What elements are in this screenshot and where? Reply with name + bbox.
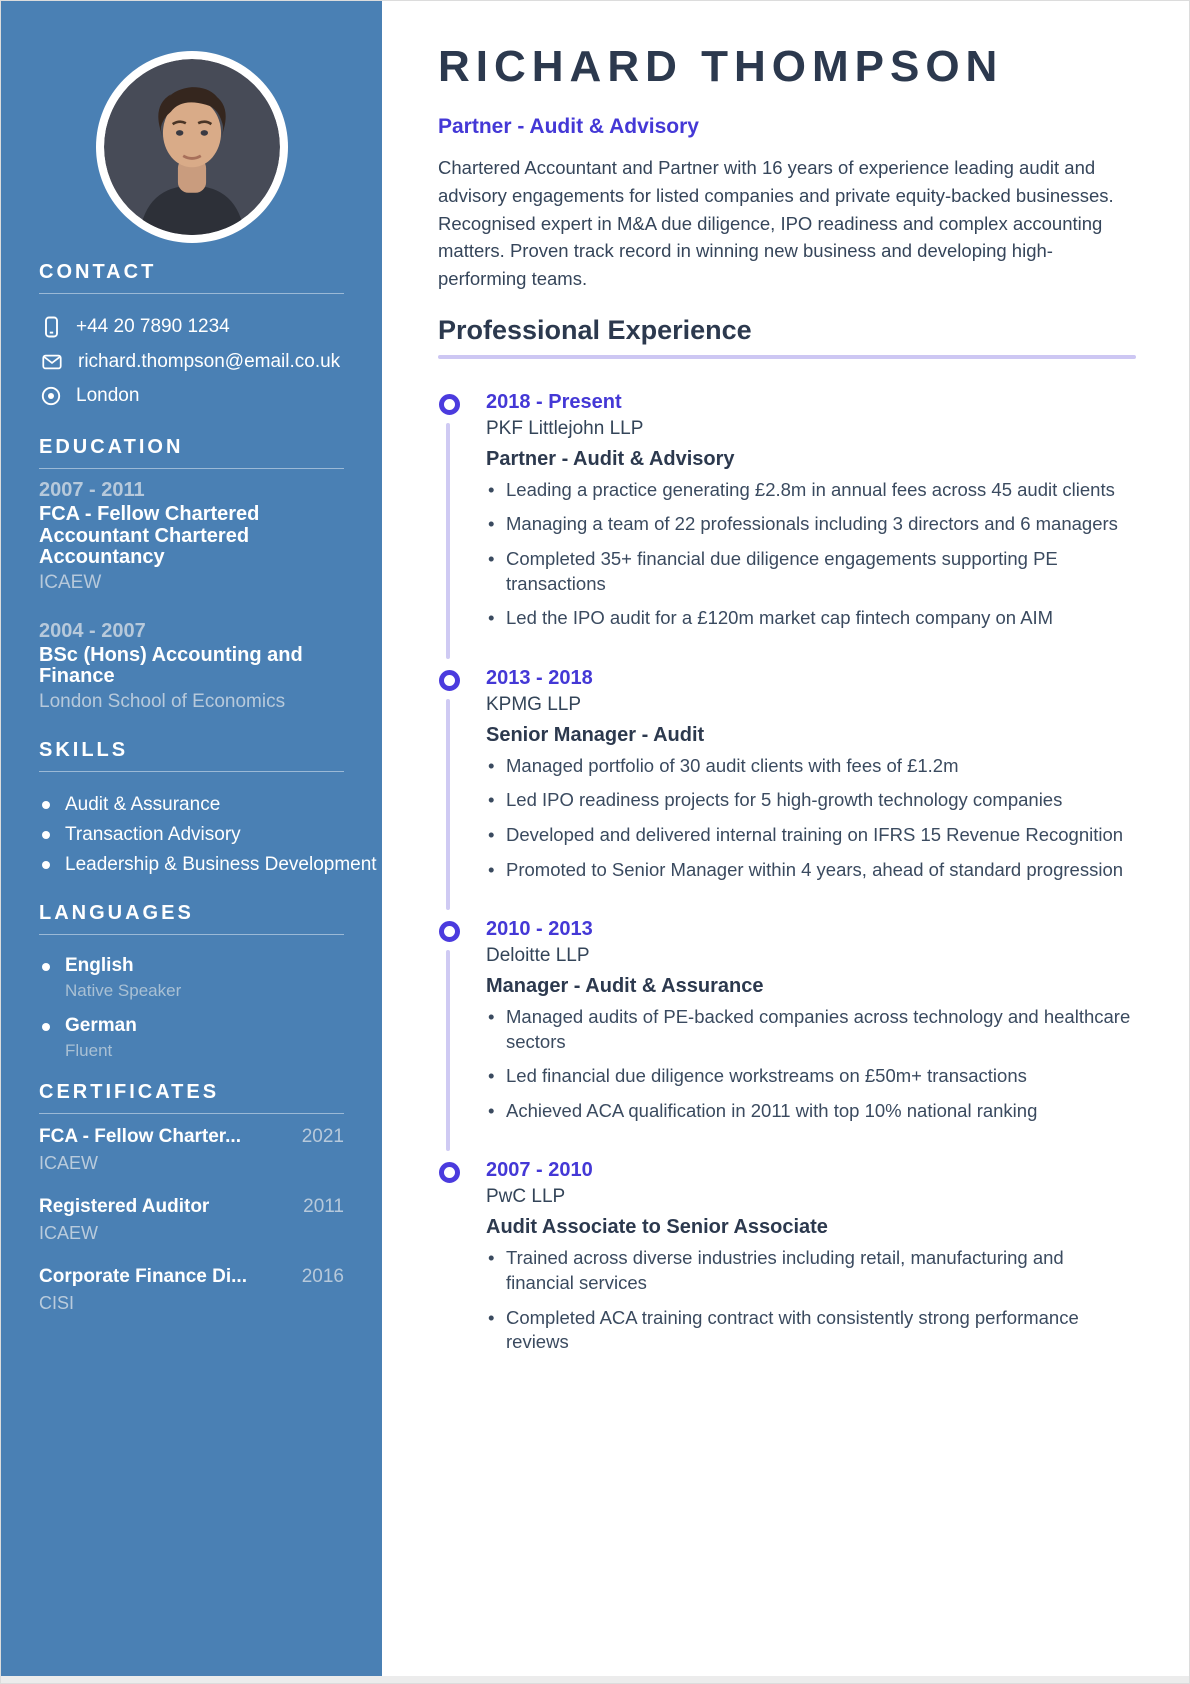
skills-section xyxy=(39,738,377,880)
timeline-marker-icon xyxy=(439,394,460,415)
language-level: Fluent xyxy=(65,1040,113,1060)
education-item xyxy=(39,479,344,594)
entry-period: 2013 - 2018 xyxy=(486,666,593,689)
bullet-item: • Developed and delivered internal training on IFRS 15 Revenue Recognition xyxy=(486,823,1136,848)
location-icon xyxy=(39,384,63,408)
bullet-item: • Managing a team of 22 professionals including 3 directors and 6 managers xyxy=(486,512,1136,537)
skill-item: Transaction Advisory xyxy=(39,820,380,850)
avatar xyxy=(96,51,288,243)
education-period: 2004 - 2007 xyxy=(39,619,146,642)
entry-bullets xyxy=(486,754,1136,882)
certificate-org: ICAEW xyxy=(39,1152,99,1173)
page-bottom-edge xyxy=(1,1676,1189,1683)
contact-item-email xyxy=(39,351,344,373)
certificate-org: ICAEW xyxy=(39,1222,99,1243)
bullet-item: • Managed portfolio of 30 audit clients with fees of £1.2m xyxy=(486,754,1136,779)
languages-heading: LANGUAGES xyxy=(39,901,194,924)
contact-item-location xyxy=(39,384,344,408)
entry-bullets xyxy=(486,1246,1136,1354)
entry-period: 2010 - 2013 xyxy=(486,918,593,941)
certificate-year: 2016 xyxy=(301,1265,344,1287)
experience-entry xyxy=(438,667,1136,882)
timeline-line xyxy=(446,699,450,910)
bullet-item: • Trained across diverse industries including retail, manufacturing and financial services xyxy=(486,1246,1136,1295)
certificate-year: 2021 xyxy=(301,1125,344,1147)
certificate-item xyxy=(39,1266,344,1314)
certificate-year: 2011 xyxy=(303,1195,344,1217)
certificate-org: CISI xyxy=(39,1292,75,1313)
entry-period: 2007 - 2010 xyxy=(486,1159,593,1182)
section-divider xyxy=(39,468,344,469)
section-divider xyxy=(39,293,344,294)
certificates-heading: CERTIFICATES xyxy=(39,1080,220,1103)
education-degree: FCA - Fellow Chartered Accountant Chartered Accountancy xyxy=(39,503,260,569)
language-name: German xyxy=(65,1014,137,1036)
entry-role: Audit Associate to Senior Associate xyxy=(486,1216,828,1239)
experience-entry xyxy=(438,1159,1136,1354)
entry-company: KPMG LLP xyxy=(486,693,582,715)
contact-item-phone xyxy=(39,314,344,340)
education-period: 2007 - 2011 xyxy=(39,479,145,501)
education-list xyxy=(39,479,344,713)
entry-bullets xyxy=(486,1005,1136,1123)
education-school: ICAEW xyxy=(39,571,102,593)
bullet-item: • Led financial due diligence workstreams on £50m+ transactions xyxy=(486,1064,1136,1089)
entry-bullets xyxy=(486,478,1136,631)
languages-section xyxy=(39,902,344,1061)
contact-heading: CONTACT xyxy=(39,261,157,283)
language-item xyxy=(39,1015,344,1061)
certificates-list xyxy=(39,1126,344,1314)
entry-role: Manager - Audit & Assurance xyxy=(486,975,764,998)
education-heading: EDUCATION xyxy=(39,436,184,458)
profile-photo xyxy=(104,59,280,235)
bullet-item: • Completed ACA training contract with consistently strong performance reviews xyxy=(486,1306,1136,1355)
contact-section xyxy=(39,261,344,408)
mail-icon xyxy=(39,351,65,373)
timeline-marker-icon xyxy=(439,921,460,942)
location-text: London xyxy=(76,385,140,406)
certificate-item xyxy=(39,1126,344,1174)
bullet-item: • Managed audits of PE-backed companies across technology and healthcare sectors xyxy=(486,1005,1136,1054)
section-divider xyxy=(39,1113,344,1114)
section-divider xyxy=(39,771,344,772)
education-section xyxy=(39,436,344,713)
candidate-name: RICHARD THOMPSON xyxy=(438,42,1004,91)
certificate-item xyxy=(39,1196,344,1244)
entry-role: Senior Manager - Audit xyxy=(486,723,705,746)
certificate-name: Registered Auditor xyxy=(39,1195,210,1217)
bullet-item: • Promoted to Senior Manager within 4 years, ahead of standard progression xyxy=(486,858,1136,883)
language-name: English xyxy=(65,954,134,976)
phone-number: +44 20 7890 1234 xyxy=(76,316,230,337)
bullet-item: • Led the IPO audit for a £120m market cap fintech company on AIM xyxy=(486,606,1136,631)
language-item xyxy=(39,955,344,1001)
phone-icon xyxy=(39,314,63,340)
main-content xyxy=(438,1,1136,1391)
email-address: richard.thompson@email.co.uk xyxy=(78,351,341,372)
skill-item: Leadership & Business Development xyxy=(39,850,380,880)
timeline-marker-icon xyxy=(439,1162,460,1183)
experience-timeline xyxy=(438,391,1136,1355)
entry-company: PKF Littlejohn LLP xyxy=(486,417,644,439)
education-school: London School of Economics xyxy=(39,690,286,712)
certificates-section xyxy=(39,1081,344,1314)
entry-company: PwC LLP xyxy=(486,1186,566,1208)
experience-entry xyxy=(438,391,1136,631)
bullet-item: • Completed 35+ financial due diligence engagements supporting PE transactions xyxy=(486,547,1136,596)
experience-heading: Professional Experience xyxy=(438,314,752,345)
education-item xyxy=(39,620,344,713)
timeline-line xyxy=(446,423,450,659)
skills-list xyxy=(39,790,377,880)
timeline-line xyxy=(446,950,450,1151)
section-divider xyxy=(39,934,344,935)
bullet-item: • Led IPO readiness projects for 5 high-growth technology companies xyxy=(486,788,1136,813)
bullet-item: • Achieved ACA qualification in 2011 with top 10% national ranking xyxy=(486,1099,1136,1124)
summary-paragraph: Chartered Accountant and Partner with 16 years of experience leading audit and advisory engagements for listed companies and private equity-backed businesses. Recognised expert in M&A due diligence, IPO readiness and complex accounting matters. Proven track record in winning new business and developing high-performing teams. xyxy=(438,157,1114,289)
entry-company: Deloitte LLP xyxy=(486,945,590,967)
experience-entry xyxy=(438,918,1136,1123)
skill-item: Audit & Assurance xyxy=(39,790,380,820)
education-degree: BSc (Hons) Accounting and Finance xyxy=(39,643,303,688)
skills-heading: SKILLS xyxy=(39,738,129,761)
languages-list xyxy=(39,955,344,1061)
bullet-item: • Leading a practice generating £2.8m in annual fees across 45 audit clients xyxy=(486,478,1136,503)
experience-heading-underline xyxy=(438,355,1136,359)
timeline-marker-icon xyxy=(439,670,460,691)
sidebar xyxy=(1,1,382,1678)
entry-role: Partner - Audit & Advisory xyxy=(486,447,735,470)
language-level: Native Speaker xyxy=(65,980,182,1000)
contact-list xyxy=(39,314,344,408)
certificate-name: Corporate Finance Di... xyxy=(39,1265,247,1287)
candidate-title: Partner - Audit & Advisory xyxy=(438,115,699,138)
certificate-name: FCA - Fellow Charter... xyxy=(39,1125,241,1147)
entry-period: 2018 - Present xyxy=(486,390,622,413)
